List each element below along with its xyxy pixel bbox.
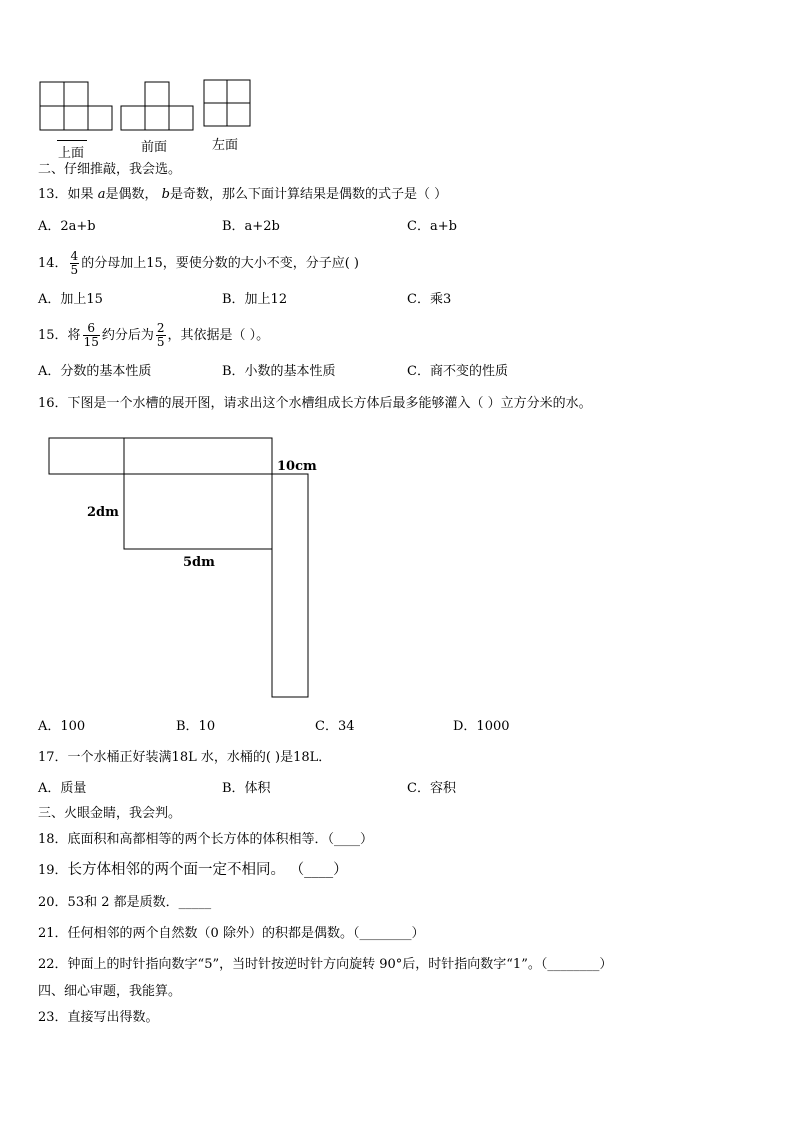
q16-option-a[interactable]: A．100 xyxy=(38,719,86,734)
q15-text-post: ，其依据是（ ）。 xyxy=(167,328,270,343)
question-number: 19． xyxy=(38,863,68,878)
section-3-heading: 三、火眼金睛，我会判。 xyxy=(38,806,182,821)
q17-text: 一个水桶正好装满18L 水，水桶的( )是18L． xyxy=(67,750,332,765)
q15-fraction-2: $\frac{2}{5}$ xyxy=(156,321,165,349)
question-13 xyxy=(38,187,447,203)
three-view-figures xyxy=(38,78,258,133)
question-number: 16． xyxy=(38,396,68,411)
q13-var-b: b xyxy=(161,187,170,202)
top-view-underline xyxy=(57,140,87,141)
q21-text: 任何相邻的两个自然数（0 除外）的积都是偶数。（________） xyxy=(67,926,425,941)
q13-text-post: 是奇数，那么下面计算结果是偶数的式子是（ ） xyxy=(169,187,448,202)
left-view xyxy=(204,80,250,126)
q18-text: 底面积和高都相等的两个长方体的体积相等．（____） xyxy=(67,832,374,847)
q15-option-a[interactable]: A．分数的基本性质 xyxy=(38,364,152,379)
net-base xyxy=(124,474,272,549)
section-2-heading: 二、仔细推敲，我会选。 xyxy=(38,162,182,177)
question-19[interactable] xyxy=(38,862,348,879)
q14-text: 的分母加上15，要使分数的大小不变，分子应( ) xyxy=(81,256,360,271)
question-number: 15． xyxy=(38,328,68,343)
label-2dm: 2dm xyxy=(87,505,119,520)
question-number: 18． xyxy=(38,832,68,847)
question-number: 14． xyxy=(38,256,68,271)
top-view xyxy=(40,82,112,130)
top-view-label: 上面 xyxy=(58,146,85,161)
q13-option-a[interactable]: A．2a+b xyxy=(38,219,96,234)
front-view xyxy=(121,82,193,130)
left-view-label: 左面 xyxy=(212,138,239,153)
net-right-side xyxy=(272,474,308,697)
q16-option-c[interactable]: C．34 xyxy=(315,719,355,734)
q15-option-c[interactable]: C．商不变的性质 xyxy=(407,364,508,379)
q14-fraction: $\frac{4}{5}$ xyxy=(70,249,79,277)
front-view-label: 前面 xyxy=(141,140,168,155)
question-number: 20． xyxy=(38,895,68,910)
q22-text: 钟面上的时针指向数字“5”，当时针按逆时针方向旋转 90°后，时针指向数字“1”。（________） xyxy=(67,957,613,972)
q13-var-a: a xyxy=(97,187,106,202)
q13-option-c[interactable]: C．a+b xyxy=(407,219,457,234)
question-17 xyxy=(38,750,331,766)
q17-option-b[interactable]: B．体积 xyxy=(222,781,271,796)
q17-option-c[interactable]: C．容积 xyxy=(407,781,456,796)
q15-option-b[interactable]: B．小数的基本性质 xyxy=(222,364,336,379)
q15-text-pre: 将 xyxy=(67,328,81,343)
q16-option-d[interactable]: D．1000 xyxy=(453,719,510,734)
q15-fraction-1: $\frac{6}{15}$ xyxy=(83,321,99,349)
question-15 xyxy=(38,316,269,356)
question-number: 23． xyxy=(38,1010,68,1025)
question-21[interactable] xyxy=(38,926,424,942)
net-top-face xyxy=(124,438,272,474)
question-14 xyxy=(38,244,359,284)
q14-option-c[interactable]: C．乘3 xyxy=(407,292,452,307)
q13-option-b[interactable]: B．a+2b xyxy=(222,219,280,234)
question-number: 13． xyxy=(38,187,68,202)
question-18[interactable] xyxy=(38,832,373,848)
label-5dm: 5dm xyxy=(183,555,215,570)
q14-option-a[interactable]: A．加上15 xyxy=(38,292,103,307)
q17-option-a[interactable]: A．质量 xyxy=(38,781,87,796)
question-number: 17． xyxy=(38,750,68,765)
q20-text: 53和 2 都是质数．_____ xyxy=(67,895,212,910)
q16-option-b[interactable]: B．10 xyxy=(176,719,216,734)
q19-text: 长方体相邻的两个面一定不相同。 （____） xyxy=(67,862,348,878)
question-23 xyxy=(38,1010,159,1026)
question-16 xyxy=(38,396,592,412)
q14-option-b[interactable]: B．加上12 xyxy=(222,292,288,307)
q23-text: 直接写出得数。 xyxy=(67,1010,159,1025)
q13-text-mid: 是偶数， xyxy=(105,187,158,202)
q13-text-pre: 如果 xyxy=(67,187,94,202)
section-4-heading: 四、细心审题，我能算。 xyxy=(38,984,182,999)
question-22[interactable] xyxy=(38,957,612,973)
question-20[interactable] xyxy=(38,895,211,911)
question-number: 21． xyxy=(38,926,68,941)
q15-text-mid: 约分后为 xyxy=(101,328,154,343)
q16-text: 下图是一个水槽的展开图，请求出这个水槽组成长方体后最多能够灌入（ ）立方分米的水。 xyxy=(67,396,592,411)
label-10cm: 10cm xyxy=(277,459,317,474)
net-left-side xyxy=(49,438,124,474)
question-number: 22． xyxy=(38,957,68,972)
